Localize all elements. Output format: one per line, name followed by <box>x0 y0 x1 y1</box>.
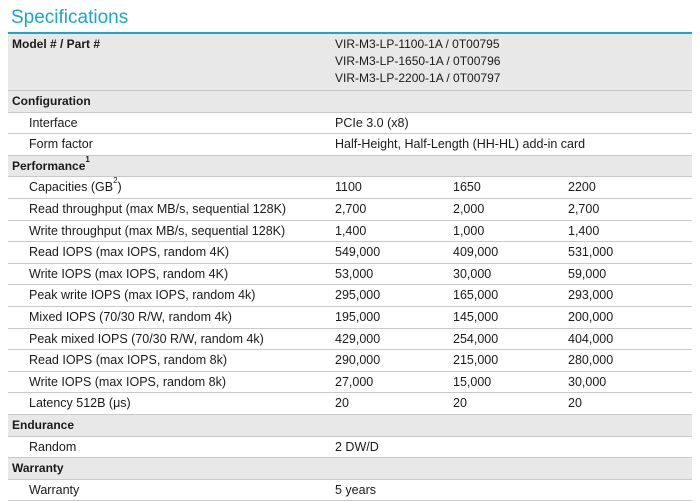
spec-value: 20 <box>453 396 467 411</box>
model-part: VIR-M3-LP-2200-1A / 0T00797 <box>335 71 501 85</box>
spec-value: 30,000 <box>453 266 492 281</box>
spec-row <box>8 350 692 372</box>
model-label: Model # / Part # <box>12 37 101 51</box>
spec-row-capacities <box>8 177 692 199</box>
model-part: VIR-M3-LP-1100-1A / 0T00795 <box>335 37 500 51</box>
spec-value: 1650 <box>453 180 481 195</box>
spec-value: 409,000 <box>453 245 499 260</box>
spec-value: 215,000 <box>453 353 499 368</box>
spec-row-random <box>8 437 692 459</box>
spec-value: 20 <box>335 396 349 411</box>
spec-value: 200,000 <box>568 309 614 324</box>
performance-heading: Performance$^1$ <box>8 156 692 178</box>
spec-label: Read IOPS (max IOPS, random 8k) <box>29 353 227 368</box>
spec-label: Write IOPS (max IOPS, random 4K) <box>29 266 229 281</box>
spec-row <box>8 393 692 415</box>
spec-label: Write throughput (max MB/s, sequential 128K) <box>29 223 286 238</box>
spec-label: Form factor <box>29 137 93 152</box>
spec-value: 1,400 <box>568 223 600 238</box>
spec-label: Mixed IOPS (70/30 R/W, random 4k) <box>29 309 232 324</box>
spec-value: 295,000 <box>335 288 381 303</box>
spec-value: 2,700 <box>568 201 600 216</box>
spec-value: 195,000 <box>335 309 381 324</box>
spec-value: 30,000 <box>568 374 607 389</box>
spec-value: 59,000 <box>568 266 607 281</box>
model-part: VIR-M3-LP-1650-1A / 0T00796 <box>335 54 501 68</box>
spec-label: Capacities $(GB^2)$ <box>29 176 122 195</box>
spec-label: Latency 512B (μs) <box>29 396 131 411</box>
spec-value: 1,000 <box>453 223 485 238</box>
spec-value: 293,000 <box>568 288 614 303</box>
endurance-heading: Endurance <box>8 415 692 437</box>
spec-label: Interface <box>29 115 78 130</box>
spec-value: 2,000 <box>453 201 485 216</box>
spec-label: Read IOPS (max IOPS, random 4K) <box>29 245 230 260</box>
spec-row-interface <box>8 113 692 135</box>
spec-value: PCIe 3.0 (x8) <box>335 115 409 130</box>
spec-row-warranty <box>8 480 692 501</box>
spec-row <box>8 307 692 329</box>
warranty-heading: Warranty <box>8 458 692 480</box>
spec-row <box>8 372 692 394</box>
spec-label: Peak write IOPS (max IOPS, random 4k) <box>29 288 256 303</box>
spec-row <box>8 242 692 264</box>
spec-label: Peak mixed IOPS (70/30 R/W, random 4k) <box>29 331 264 346</box>
spec-value: 429,000 <box>335 331 381 346</box>
spec-value: 549,000 <box>335 245 381 260</box>
spec-value: 1,400 <box>335 223 367 238</box>
spec-label: Warranty <box>29 482 80 497</box>
spec-value: 404,000 <box>568 331 614 346</box>
model-row <box>8 34 692 91</box>
spec-row <box>8 221 692 243</box>
spec-value: 20 <box>568 396 582 411</box>
spec-value: 15,000 <box>453 374 492 389</box>
spec-row <box>8 264 692 286</box>
spec-value: Half-Height, Half-Length (HH-HL) add-in card <box>335 137 586 152</box>
spec-value: 2,700 <box>335 201 367 216</box>
spec-value: 531,000 <box>568 245 614 260</box>
spec-value: 27,000 <box>335 374 374 389</box>
spec-label: Read throughput (max MB/s, sequential 128K) <box>29 201 287 216</box>
model-part-list <box>335 36 500 87</box>
spec-row <box>8 285 692 307</box>
spec-row <box>8 199 692 221</box>
spec-value: 2200 <box>568 180 596 195</box>
page-title: Specifications <box>11 7 129 28</box>
spec-value: 1100 <box>335 180 362 195</box>
spec-value: 165,000 <box>453 288 499 303</box>
spec-value: 2 DW/D <box>335 439 379 454</box>
spec-label: Random <box>29 439 77 454</box>
spec-value: 5 years <box>335 482 376 497</box>
spec-value: 290,000 <box>335 353 381 368</box>
spec-value: 280,000 <box>568 353 614 368</box>
specifications-table <box>8 34 692 501</box>
spec-row-form-factor <box>8 134 692 156</box>
spec-value: 254,000 <box>453 331 499 346</box>
spec-label: Write IOPS (max IOPS, random 8k) <box>29 374 227 389</box>
spec-value: 145,000 <box>453 309 499 324</box>
configuration-heading: Configuration <box>8 91 692 113</box>
spec-value: 53,000 <box>335 266 374 281</box>
spec-row <box>8 329 692 351</box>
